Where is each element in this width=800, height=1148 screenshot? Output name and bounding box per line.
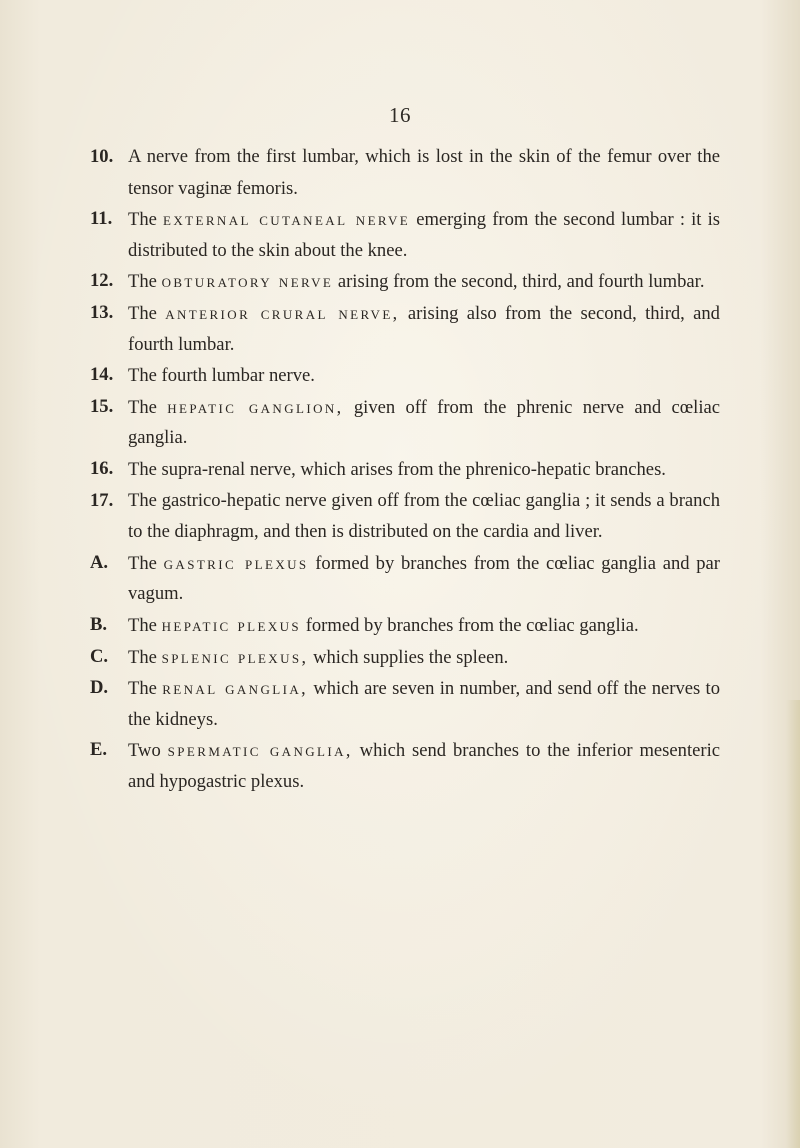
entry-label: 13. <box>90 301 114 323</box>
legend-entry <box>90 735 720 797</box>
entry-text: The obturatory nerve arising from the second, third, and fourth lumbar. <box>128 271 705 293</box>
entry-text: The external cutaneal nerve emerging from the second lumbar : it is distributed to the skin about the knee. <box>128 209 720 261</box>
legend-entry <box>90 454 720 486</box>
entry-text: The gastrico-hepatic nerve given off from the cœliac ganglia ; it sends a branch to the diaphragm, and then is distributed on the cardia and liver. <box>128 489 720 543</box>
entry-text: A nerve from the first lumbar, which is lost in the skin of the femur over the tensor vaginæ femoris. <box>128 146 720 199</box>
legend-entry <box>90 673 720 735</box>
legend-entry <box>90 142 720 204</box>
entry-text: The anterior crural nerve, arising also from the second, third, and fourth lumbar. <box>128 302 720 355</box>
legend-entries <box>90 142 720 797</box>
entry-text: The supra-renal nerve, which arises from the phrenico-hepatic branches. <box>128 458 666 480</box>
page-edge-stain <box>786 700 800 1148</box>
legend-entry <box>90 392 720 454</box>
entry-label: E. <box>90 739 108 761</box>
entry-label: 12. <box>90 270 114 292</box>
legend-entry <box>90 360 720 392</box>
entry-label: D. <box>90 677 109 699</box>
page-number: 16 <box>389 103 411 127</box>
entry-label: C. <box>90 645 109 667</box>
entry-text: The splenic plexus, which supplies the spleen. <box>128 646 509 668</box>
legend-entry <box>90 266 720 298</box>
entry-text: The fourth lumbar nerve. <box>128 365 315 387</box>
legend-entry <box>90 610 720 642</box>
legend-entry <box>90 548 720 610</box>
entry-text: Two spermatic ganglia, which send branches to the inferior mesenteric and hypogastric plexus. <box>128 740 720 792</box>
legend-entry <box>90 204 720 266</box>
entry-label: 17. <box>90 489 114 511</box>
entry-label: 11. <box>90 208 113 230</box>
entry-label: B. <box>90 613 108 635</box>
entry-text: The gastric plexus formed by branches from the cœliac ganglia and par vagum. <box>128 552 720 605</box>
entry-label: 16. <box>90 457 114 479</box>
entry-text: The hepatic ganglion, given off from the phrenic nerve and cœliac ganglia. <box>128 396 720 449</box>
entry-label: 10. <box>90 146 114 167</box>
legend-entry <box>90 486 720 548</box>
legend-entry <box>90 642 720 674</box>
entry-text: The hepatic plexus formed by branches from the cœliac ganglia. <box>128 614 639 636</box>
entry-text: The renal ganglia, which are seven in number, and send off the nerves to the kidneys. <box>128 678 721 730</box>
entry-label: A. <box>90 551 109 573</box>
entry-label: 15. <box>90 395 114 417</box>
entry-label: 14. <box>90 364 114 386</box>
legend-entry <box>90 298 720 360</box>
